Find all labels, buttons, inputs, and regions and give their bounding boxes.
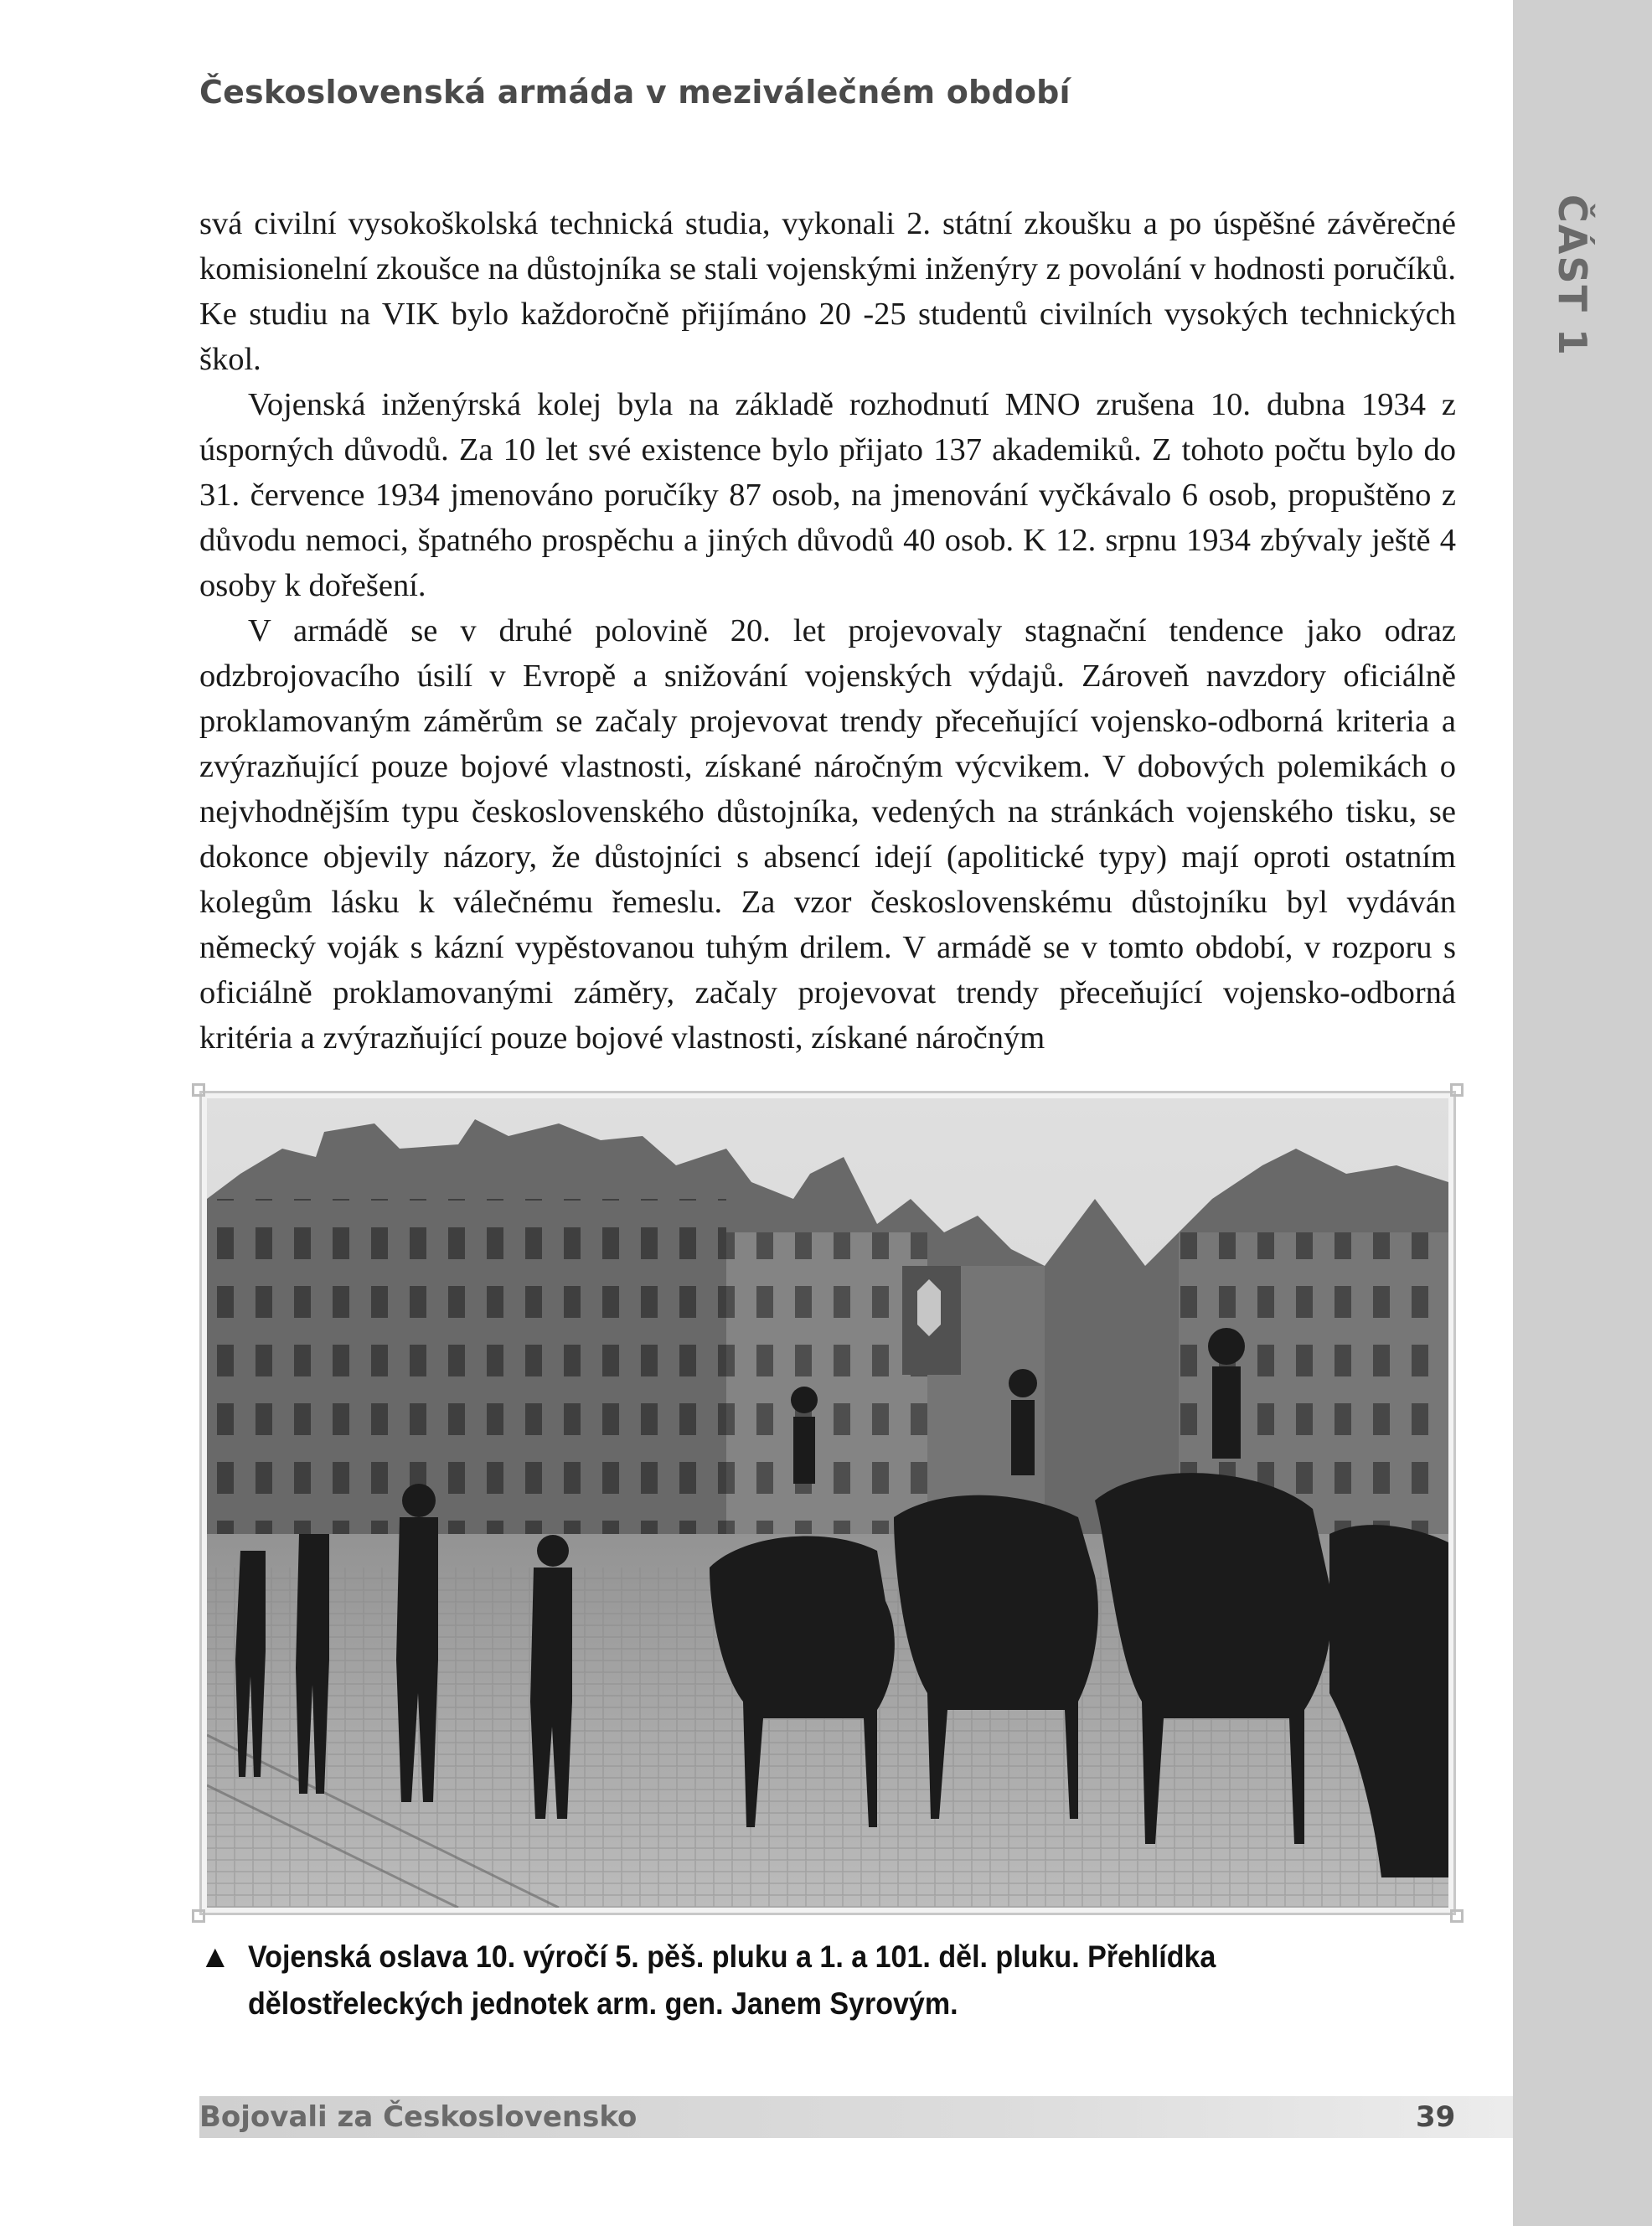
triangle-up-icon: ▲ [199, 1939, 231, 1975]
paragraph: Vojenská inženýrská kolej byla na základě rozhodnutí MNO zrušena 10. dubna 1934 z úsporných důvodů. Za 10 let své existence bylo přijato 137 akademiků. Z tohoto počtu bylo do 31. července 1934 jmenováno poručíky 87 osob, na jmenování vyčkávalo 6 osob, propuštěno z důvodu nemoci, špatného prospěchu a jiných důvodů 40 osob. K 12. srpnu 1934 zbývaly ještě 4 osoby k dořešení. [199, 387, 1456, 603]
frame-corner-ornament [1450, 1909, 1464, 1923]
paragraph-continued: svá civilní vysokoškolská technická studia, vykonali 2. státní zkoušku a po úspěšné závěrečné komisionelní zkoušce na důstojníka se stali vojenskými inženýry z povolání v hodnosti poručíků. Ke studiu na VIK bylo každoročně přijímáno 20 -25 studentů civilních vysokých technických škol. [199, 206, 1456, 377]
frame-corner-ornament [192, 1083, 205, 1097]
page-number: 39 [1416, 2100, 1456, 2134]
caption-text: Vojenská oslava 10. výročí 5. pěš. pluku a 1. a 101. děl. pluku. Přehlídka dělostřeleckých jednotek arm. gen. Janem Syrovým. [248, 1939, 1216, 2021]
figure-caption [199, 1934, 1456, 2027]
photo-frame [199, 1091, 1456, 1915]
running-header: Československá armáda v meziválečném období [199, 74, 1071, 111]
paragraph: V armádě se v druhé polovině 20. let projevovaly stagnační tendence jako odraz odzbrojovacího úsilí v Evropě a snižování vojenských výdajů. Zároveň navzdory oficiálně proklamovaným záměrům se začaly projevovat trendy přeceňující vojensko-odborná kriteria a zvýrazňující pouze bojové vlastnosti, získané náročným výcvikem. V dobových polemikách o nejvhodnějším typu československého důstojníka, vedených na stránkách vojenského tisku, se dokonce objevily názory, že důstojníci s absencí idejí (apolitické typy) mají oproti ostatním kolegům lásku k válečnému řemeslu. Za vzor československému důstojníku byl vydáván německý voják s kázní vypěstovanou tuhým drilem. V armádě se v tomto období, v rozporu s oficiálně proklamovanými záměry, začaly projevovat trendy přeceňující vojensko-odborná kritéria a zvýrazňující pouze bojové vlastnosti, získané náročným [199, 613, 1456, 1056]
body-text [199, 201, 1456, 1061]
frame-corner-ornament [192, 1909, 205, 1923]
footer-book-title: Bojovali za Československo [199, 2100, 638, 2134]
chapter-label: ČÁST 1 [1550, 194, 1595, 357]
frame-corner-ornament [1450, 1083, 1464, 1097]
parade-photograph [207, 1098, 1448, 1908]
